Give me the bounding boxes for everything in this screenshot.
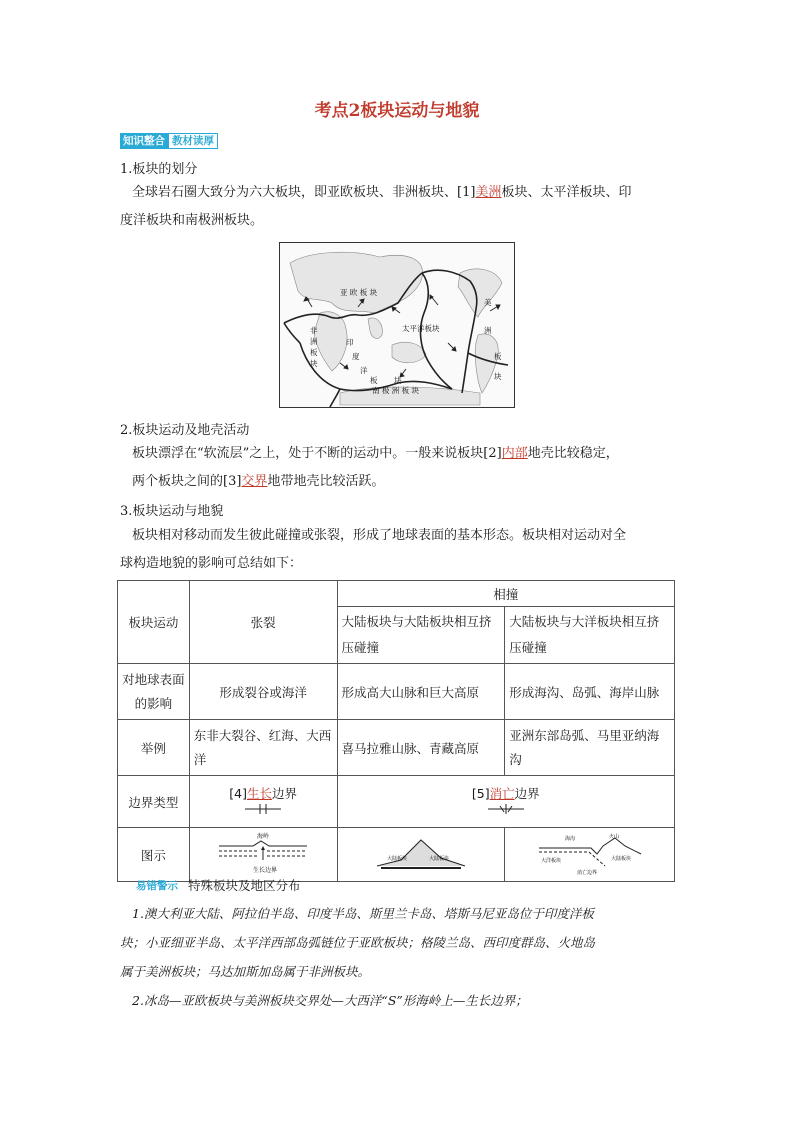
section-1-heading: 1.板块的划分 [120,162,198,177]
row-boundary-collide [337,776,674,828]
section-3-line-1: 板块相对移动而发生彼此碰撞或张裂，形成了地球表面的基本形态。板块相对运动对全 [132,528,627,543]
badge-knowledge: 知识整合 [120,133,168,149]
rift-ridge-label: 海岭 [257,833,270,840]
row-effect-label: 对地球表面的影响 [118,664,190,720]
header-motion: 板块运动 [118,581,190,664]
section-1-line-1 [132,179,680,207]
s2-text-b: 地壳比较稳定， [527,446,619,461]
map-label-eurasia: 亚 欧 板 块 [340,288,378,297]
blank-5: 消亡 [489,786,515,801]
map-label-africa-2: 洲 [310,337,318,346]
row-example-rift: 东非大裂谷、红海、大西洋 [189,720,337,776]
header-continent-ocean: 大陆板块与大洋板块相互挤压碰撞 [505,607,675,664]
co-boundary-label: 消亡边界 [576,870,597,876]
continent-collision-diagram [371,830,471,876]
map-label-america-1: 美 [484,298,492,307]
warning-p1-line-3: 属于美洲板块；马达加斯加岛属于非洲板块。 [120,964,371,979]
warning-tag: 易错警示 [136,880,178,892]
map-label-indian-3: 洋 [360,366,368,375]
warning-p1-line-1: 1.澳大利亚大陆、阿拉伯半岛、印度半岛、斯里兰卡岛、塔斯马尼亚岛位于印度洋板 [132,906,594,921]
s2-text-c: 两个板块之间的[3] [132,474,242,489]
map-label-africa-1: 非 [310,326,318,335]
section-2-line-2 [132,468,680,496]
convergent-symbol [486,802,526,816]
row-boundary-rift [189,776,337,828]
blank-4: 生长 [246,786,272,801]
map-label-antarctic: 南 极 洲 板 块 [372,386,420,395]
boundary-4-index: [4] [229,786,247,801]
header-collide: 相撞 [337,581,674,607]
diagram-cc [337,828,505,882]
section-3-heading: 3.板块运动与地貌 [120,504,224,519]
warning-p2-line-1: 2.冰岛—亚欧板块与美洲板块交界处—大西洋“S”形海岭上—生长边界； [132,993,528,1008]
co-volcano-label: 火山 [608,834,619,840]
map-label-pacific: 太平洋板块 [402,324,440,333]
blank-1: 美洲 [475,185,502,200]
map-label-america-4: 块 [494,372,502,381]
diagram-rift [189,828,337,882]
divergent-symbol [243,802,283,816]
co-trench-label: 海沟 [564,836,575,842]
blank-2: 内部 [501,446,528,461]
s1-text-a: 全球岩石圈大致分为六大板块，即亚欧板块、非洲板块、[1] [132,185,476,200]
plate-motion-table [117,580,675,882]
badge-textbook: 教材读厚 [168,133,218,149]
plate-map [279,242,515,408]
map-label-indian-2: 度 [352,352,360,361]
row-effect-cc: 形成高大山脉和巨大高原 [337,664,505,720]
rift-diagram [213,830,313,876]
section-3-line-2: 球构造地貌的影响可总结如下： [120,556,303,571]
s2-text-d: 地带地壳比较活跃。 [267,474,385,489]
section-2-line-1 [132,440,680,468]
map-label-america-2: 洲 [484,326,492,335]
s2-text-a: 板块漂浮在“软流层”之上，处于不断的运动中。一般来说板块[2] [132,446,502,461]
header-rift: 张裂 [189,581,337,664]
row-example-cc: 喜马拉雅山脉、青藏高原 [337,720,505,776]
cc-left-label: 大陆板块 [386,856,407,862]
boundary-4-suffix: 边界 [271,786,297,801]
map-label-indian-5: 块 [394,376,402,385]
boundary-5-index: [5] [471,786,490,801]
section-1-line-2: 度洋板块和南极洲板块。 [120,213,264,228]
co-ocean-label: 大洋板块 [540,858,561,864]
s1-text-b: 板块、太平洋板块、印 [501,185,632,200]
row-example-co: 亚洲东部岛弧、马里亚纳海沟 [505,720,675,776]
page-title: 考点2板块运动与地貌 [314,101,480,121]
rift-boundary-label: 生长边界 [253,867,278,874]
row-boundary-label: 边界类型 [118,776,190,828]
diagram-co [505,828,675,882]
blank-3: 交界 [241,474,268,489]
row-effect-co: 形成海沟、岛弧、海岸山脉 [505,664,675,720]
row-example-label: 举例 [118,720,190,776]
plate-map-svg [280,243,514,407]
co-land-label: 大陆板块 [610,856,631,862]
map-label-america-3: 板 [494,352,502,361]
row-diagram-label: 图示 [118,828,190,882]
header-continent-continent: 大陆板块与大陆板块相互挤压碰撞 [337,607,505,664]
boundary-5-suffix: 边界 [514,786,540,801]
warning-title: 特殊板块及地区分布 [188,878,301,893]
map-label-indian-4: 板 [370,376,378,385]
ocean-continent-diagram [535,830,645,876]
map-label-africa-4: 块 [310,359,318,368]
warning-p1-line-2: 块；小亚细亚半岛、太平洋西部岛弧链位于亚欧板块；格陵兰岛、西印度群岛、火地岛 [120,935,596,950]
section-badge [120,133,218,149]
map-label-indian-1: 印 [346,338,354,347]
cc-right-label: 大陆板块 [428,856,449,862]
row-effect-rift: 形成裂谷或海洋 [189,664,337,720]
section-2-heading: 2.板块运动及地壳活动 [120,423,250,438]
map-label-africa-3: 板 [310,348,318,357]
